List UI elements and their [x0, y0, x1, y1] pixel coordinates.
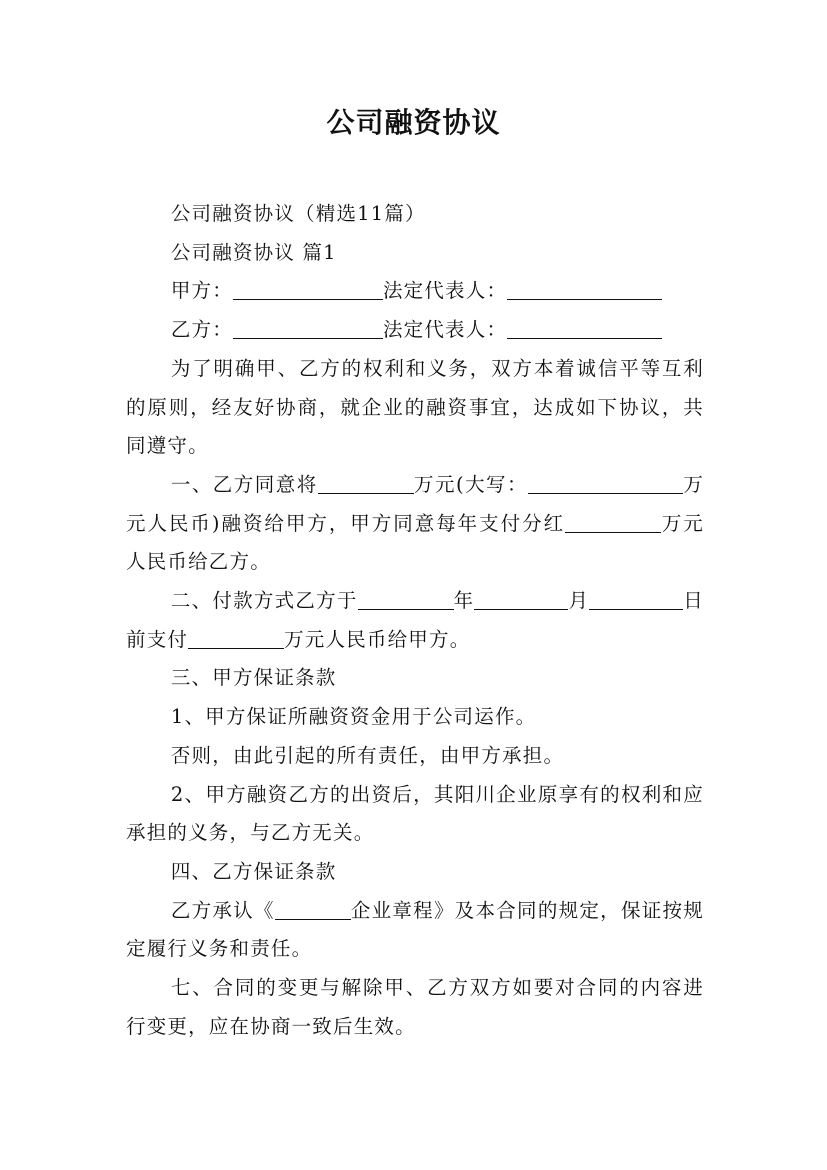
party-a-name-blank	[233, 280, 383, 301]
clause-2-paragraph	[126, 582, 704, 659]
intro-paragraph: 为了明确甲、乙方的权利和义务，双方本着诚信平等互利的原则，经友好协商，就企业的融资事宜，达成如下协议，共同遵守。	[126, 356, 704, 458]
clause-1-text-d: 万元人民币给乙方。	[126, 511, 704, 574]
party-b-name-blank	[233, 319, 383, 340]
clause-1-amount-blank	[318, 473, 414, 494]
clause-7-paragraph: 七、合同的变更与解除甲、乙方双方如要对合同的内容进行变更，应在协商一致后生效。	[126, 976, 704, 1038]
clause-3-item-2: 2、甲方融资乙方的出资后，其阳川企业原享有的权利和应承担的义务，与乙方无关。	[126, 782, 704, 845]
party-b-label: 乙方：	[170, 318, 233, 342]
clause-4-heading: 四、乙方保证条款	[170, 859, 337, 883]
clause-2-text-a: 二、付款方式乙方于	[170, 589, 358, 613]
clause-2-day-blank	[589, 589, 683, 610]
clause-4-text-a: 乙方承认《	[170, 898, 275, 922]
clause-3-item-1: 1、甲方保证所融资资金用于公司运作。	[170, 705, 537, 729]
clause-2-text-b: 日前支付	[126, 589, 705, 651]
party-a-legal-rep-label: 法定代表人：	[382, 279, 508, 303]
clause-4-paragraph	[126, 892, 704, 969]
party-a-legal-rep-blank	[507, 280, 662, 301]
document-body	[126, 195, 704, 1046]
clause-3-heading: 三、甲方保证条款	[170, 666, 337, 690]
party-b-legal-rep-label: 法定代表人：	[382, 318, 508, 342]
clause-2-year-blank	[358, 589, 454, 610]
clause-2-amount-blank	[188, 628, 284, 649]
party-b-line	[126, 311, 704, 350]
subtitle-paragraph: 公司融资协议（精选11篇）	[170, 202, 426, 225]
clause-1-text-a: 一、乙方同意将	[170, 472, 318, 496]
clause-1-amount-uppercase-blank	[528, 473, 683, 494]
clause-1-dividend-blank	[565, 512, 661, 533]
clause-1-text-c: 万元人民币)融资给甲方，甲方同意每年支付分红	[126, 472, 705, 535]
clause-2-year-label: 年	[453, 589, 475, 613]
clause-4-text-b: 企业章程》及本合同的规定，保证按规定履行义务和责任。	[126, 898, 704, 961]
clause-4-company-blank	[275, 899, 351, 920]
document-title: 公司融资协议	[326, 106, 501, 139]
clause-3-item-1-consequence: 否则，由此引起的所有责任，由甲方承担。	[170, 743, 565, 767]
clause-1-text-b: 万元(大写：	[413, 472, 529, 496]
party-b-legal-rep-blank	[507, 319, 662, 340]
party-a-label: 甲方：	[170, 279, 233, 303]
clause-2-month-label: 月	[568, 589, 590, 613]
chapter-heading: 公司融资协议 篇1	[170, 240, 337, 264]
clause-1-paragraph	[126, 466, 704, 582]
clause-2-text-c: 万元人民币给甲方。	[284, 627, 471, 651]
party-a-line	[126, 272, 704, 311]
clause-2-month-blank	[474, 589, 568, 610]
